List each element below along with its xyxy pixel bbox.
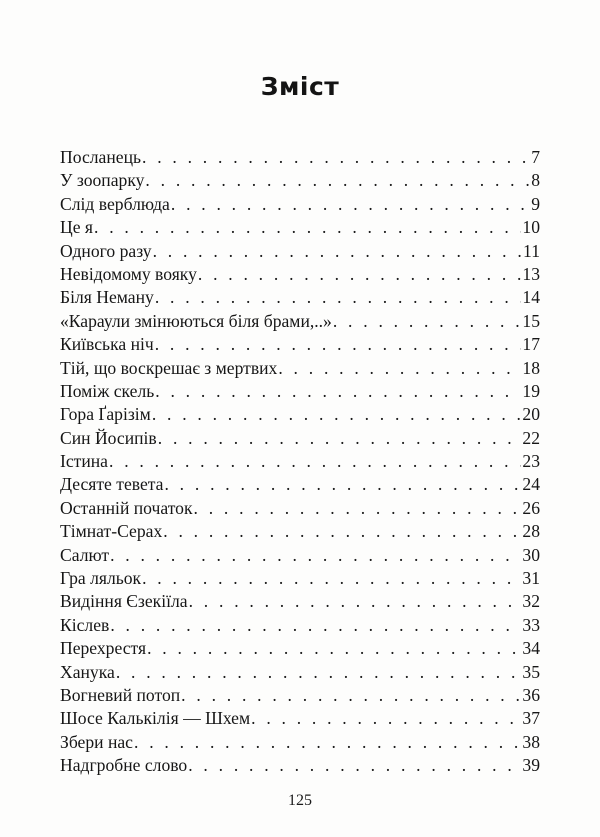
toc-entry [60,450,540,473]
toc-entry-title: Вогневий потоп [60,684,181,705]
toc-entry-title: Надгробне слово [60,755,188,776]
toc-entry [60,684,540,707]
toc-entry-title: Це я [60,217,94,238]
toc-entry-title: Збери нас [60,731,133,752]
toc-entry [60,544,540,567]
dot-leader [251,707,521,730]
toc-entry-title: Видіння Єзекіїла [60,591,188,612]
toc-entry [60,333,540,356]
toc-entry-page: 8 [531,170,540,191]
toc-entry-title: Київська ніч [60,334,154,355]
page-number: 125 [288,792,312,809]
toc-entry-title: «Караули змінюються біля брами,..» [60,310,332,331]
toc-entry [60,380,540,403]
dot-leader [188,754,521,777]
toc-entry-page: 20 [522,404,540,425]
toc-entry-page: 28 [522,521,540,542]
toc-entry-title: Тімнат-Серах [60,521,163,542]
dot-leader [109,450,521,473]
toc-entry-page: 9 [531,193,540,214]
toc-entry-page: 24 [522,474,540,495]
toc-entry-title: Перехрестя [60,638,147,659]
toc-entry [60,637,540,660]
dot-leader [194,497,522,520]
toc-entry-title: Салют [60,544,110,565]
toc-entry-title: Ханука [60,661,115,682]
dot-leader [134,731,521,754]
toc-entry-title: Біля Неману [60,287,154,308]
toc-entry-title: Десяте тевета [60,474,164,495]
toc-entry-title: У зоопарку [60,170,145,191]
toc-entry-title: Посланець [60,147,142,167]
toc-entry [60,754,540,777]
toc-entry [60,614,540,637]
toc-entry-title: Шосе Калькілія — Шхем [60,708,251,729]
dot-leader [155,333,522,356]
toc-entry [60,731,540,754]
toc-entry-title: Кіслев [60,614,110,635]
toc-entry [60,263,540,286]
toc-entry-page: 11 [523,240,540,261]
toc-entry [60,286,540,309]
toc-entry-page: 17 [522,334,540,355]
toc-entry-page: 34 [522,638,540,659]
dot-leader [155,286,522,309]
toc-entry [60,567,540,590]
toc-entry [60,240,540,263]
dot-leader [189,590,522,613]
dot-leader [155,380,521,403]
toc-entry-page: 19 [522,380,540,401]
toc-entry-page: 39 [522,755,540,776]
dot-leader [152,403,522,426]
dot-leader [163,520,521,543]
toc-entry [60,310,540,333]
toc-entry-page: 18 [522,357,540,378]
toc-entry-title: Одного разу [60,240,152,261]
dot-leader [142,146,530,169]
toc-entry [60,473,540,496]
dot-leader [198,263,522,286]
page-title: Зміст [260,72,340,101]
toc-entry-title: Невідомому вояку [60,263,197,284]
toc-entry [60,169,540,192]
toc-entry-page: 13 [522,263,540,284]
toc-entry-page: 26 [522,497,540,518]
toc-entry-page: 31 [522,568,540,589]
dot-leader [171,193,530,216]
dot-leader [142,567,521,590]
toc-entry-title: Останній початок [60,497,193,518]
dot-leader [181,684,521,707]
toc-entry-title: Істина [60,451,108,472]
toc-entry-page: 14 [522,287,540,308]
toc-entry-page: 33 [522,614,540,635]
dot-leader [333,310,522,333]
toc-entry-title: Слід верблюда [60,193,170,214]
toc-entry-page: 37 [522,708,540,729]
toc-entry [60,497,540,520]
toc-entry [60,661,540,684]
toc-entry [60,357,540,380]
toc-entry-page: 38 [522,731,540,752]
dot-leader [147,637,521,660]
table-of-contents [60,146,540,778]
toc-entry-page: 23 [522,451,540,472]
toc-entry-title: Гора Ґарізім [60,404,151,425]
dot-leader [116,661,522,684]
dot-leader [278,357,521,380]
toc-entry-page: 10 [522,217,540,238]
toc-entry [60,707,540,730]
toc-entry [60,520,540,543]
toc-entry [60,427,540,450]
dot-leader [145,169,530,192]
toc-entry-page: 22 [522,427,540,448]
toc-entry-page: 36 [522,684,540,705]
dot-leader [94,216,521,239]
toc-entry [60,216,540,239]
dot-leader [110,614,521,637]
toc-entry [60,403,540,426]
toc-entry [60,146,540,169]
toc-entry [60,590,540,613]
toc-entry-title: Поміж скель [60,380,155,401]
toc-entry-page: 15 [522,310,540,331]
toc-entry-page: 32 [522,591,540,612]
dot-leader [110,544,521,567]
toc-entry-page: 30 [522,544,540,565]
toc-entry-title: Тій, що воскрешає з мертвих [60,357,278,378]
toc-entry-page: 7 [531,147,540,167]
toc-entry-title: Гра ляльок [60,568,142,589]
dot-leader [158,427,522,450]
dot-leader [153,240,522,263]
dot-leader [164,473,521,496]
toc-entry-page: 35 [522,661,540,682]
toc-entry [60,193,540,216]
toc-entry-title: Син Йосипів [60,427,157,448]
